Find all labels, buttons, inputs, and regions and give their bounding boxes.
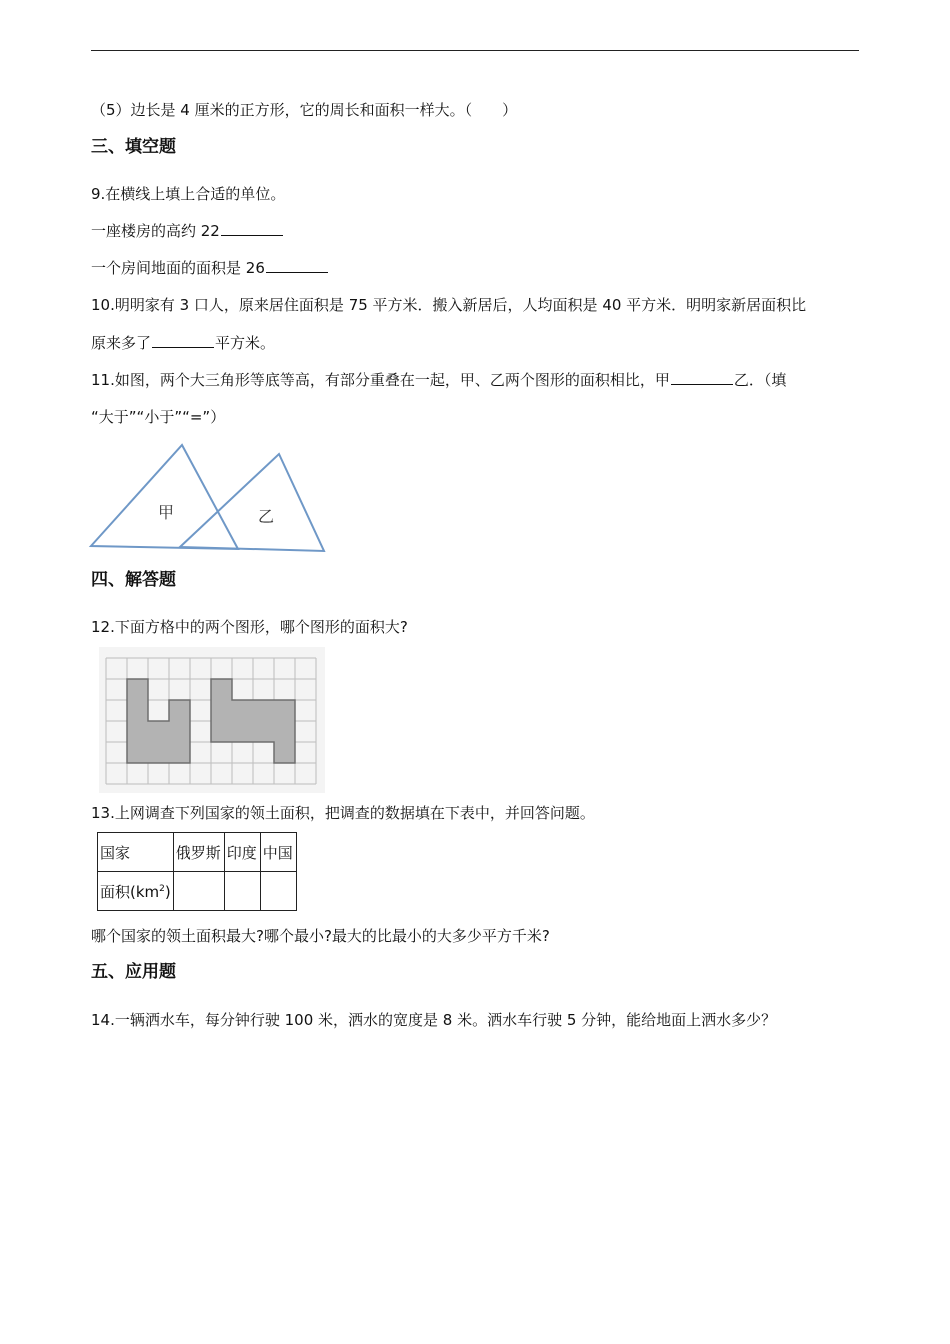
q14-stem: 14.一辆洒水车，每分钟行驶 100 米，洒水的宽度是 8 米。洒水车行驶 5 分钟，能给地面上洒水多少？ <box>91 1011 777 1029</box>
q11-suffix: 乙．（填 <box>733 371 787 389</box>
q10-suffix: 平方米。 <box>215 334 276 352</box>
triangle-yi <box>180 454 324 551</box>
table-header-cell: 印度 <box>224 833 260 872</box>
q9-blank-1[interactable] <box>221 221 283 236</box>
q12-stem: 12.下面方格中的两个图形，哪个图形的面积大? <box>91 618 408 636</box>
q9-blank-2[interactable] <box>266 258 328 273</box>
q11-line-2: “大于”“小于”“=”） <box>91 408 226 426</box>
q11-line-1 <box>91 370 786 390</box>
answer-cell-india[interactable] <box>224 872 260 911</box>
q10-prefix: 原来多了 <box>91 334 152 352</box>
table-header-cell: 中国 <box>260 833 296 872</box>
q9-line-1-text: 一座楼房的高约 22 <box>91 222 220 240</box>
table-header-cell: 俄罗斯 <box>173 833 224 872</box>
country-area-table <box>97 832 297 911</box>
q11-blank[interactable] <box>671 370 733 385</box>
grid-figure <box>99 647 325 793</box>
q10-line-2 <box>91 333 275 353</box>
q9-stem: 9.在横线上填上合适的单位。 <box>91 185 286 203</box>
q9-line-1 <box>91 221 284 241</box>
section-5-title: 五、应用题 <box>91 962 176 982</box>
section-3-title: 三、填空题 <box>91 137 176 157</box>
q9-line-2-text: 一个房间地面的面积是 26 <box>91 259 265 277</box>
area-label-sup: 2 <box>159 883 165 894</box>
q11-prefix: 11.如图，两个大三角形等底等高，有部分重叠在一起，甲、乙两个图形的面积相比，甲 <box>91 371 670 389</box>
q13-stem: 13.上网调查下列国家的领土面积，把调查的数据填在下表中，并回答问题。 <box>91 804 595 822</box>
triangle-jia <box>91 445 238 549</box>
table-header-cell: 国家 <box>98 833 174 872</box>
answer-cell-russia[interactable] <box>173 872 224 911</box>
label-yi: 乙 <box>258 507 275 526</box>
q10-blank[interactable] <box>152 333 214 348</box>
section-4-title: 四、解答题 <box>91 570 176 590</box>
q5-true-false: （5）边长是 4 厘米的正方形，它的周长和面积一样大。（ ） <box>91 101 518 119</box>
label-jia: 甲 <box>158 503 175 522</box>
table-row <box>98 833 297 872</box>
page-top-rule <box>91 50 859 51</box>
q13-question: 哪个国家的领土面积最大?哪个最小?最大的比最小的大多少平方千米? <box>91 927 550 945</box>
answer-cell-china[interactable] <box>260 872 296 911</box>
q9-line-2 <box>91 258 329 278</box>
overlapping-triangles-figure <box>88 440 333 555</box>
q10-line-1: 10.明明家有 3 口人，原来居住面积是 75 平方米．搬入新居后，人均面积是 40 平方米．明明家新居面积比 <box>91 296 807 314</box>
area-row-label <box>98 872 174 911</box>
table-row <box>98 872 297 911</box>
area-label-close: ) <box>164 882 171 901</box>
area-label-text: 面积(km <box>100 882 160 901</box>
